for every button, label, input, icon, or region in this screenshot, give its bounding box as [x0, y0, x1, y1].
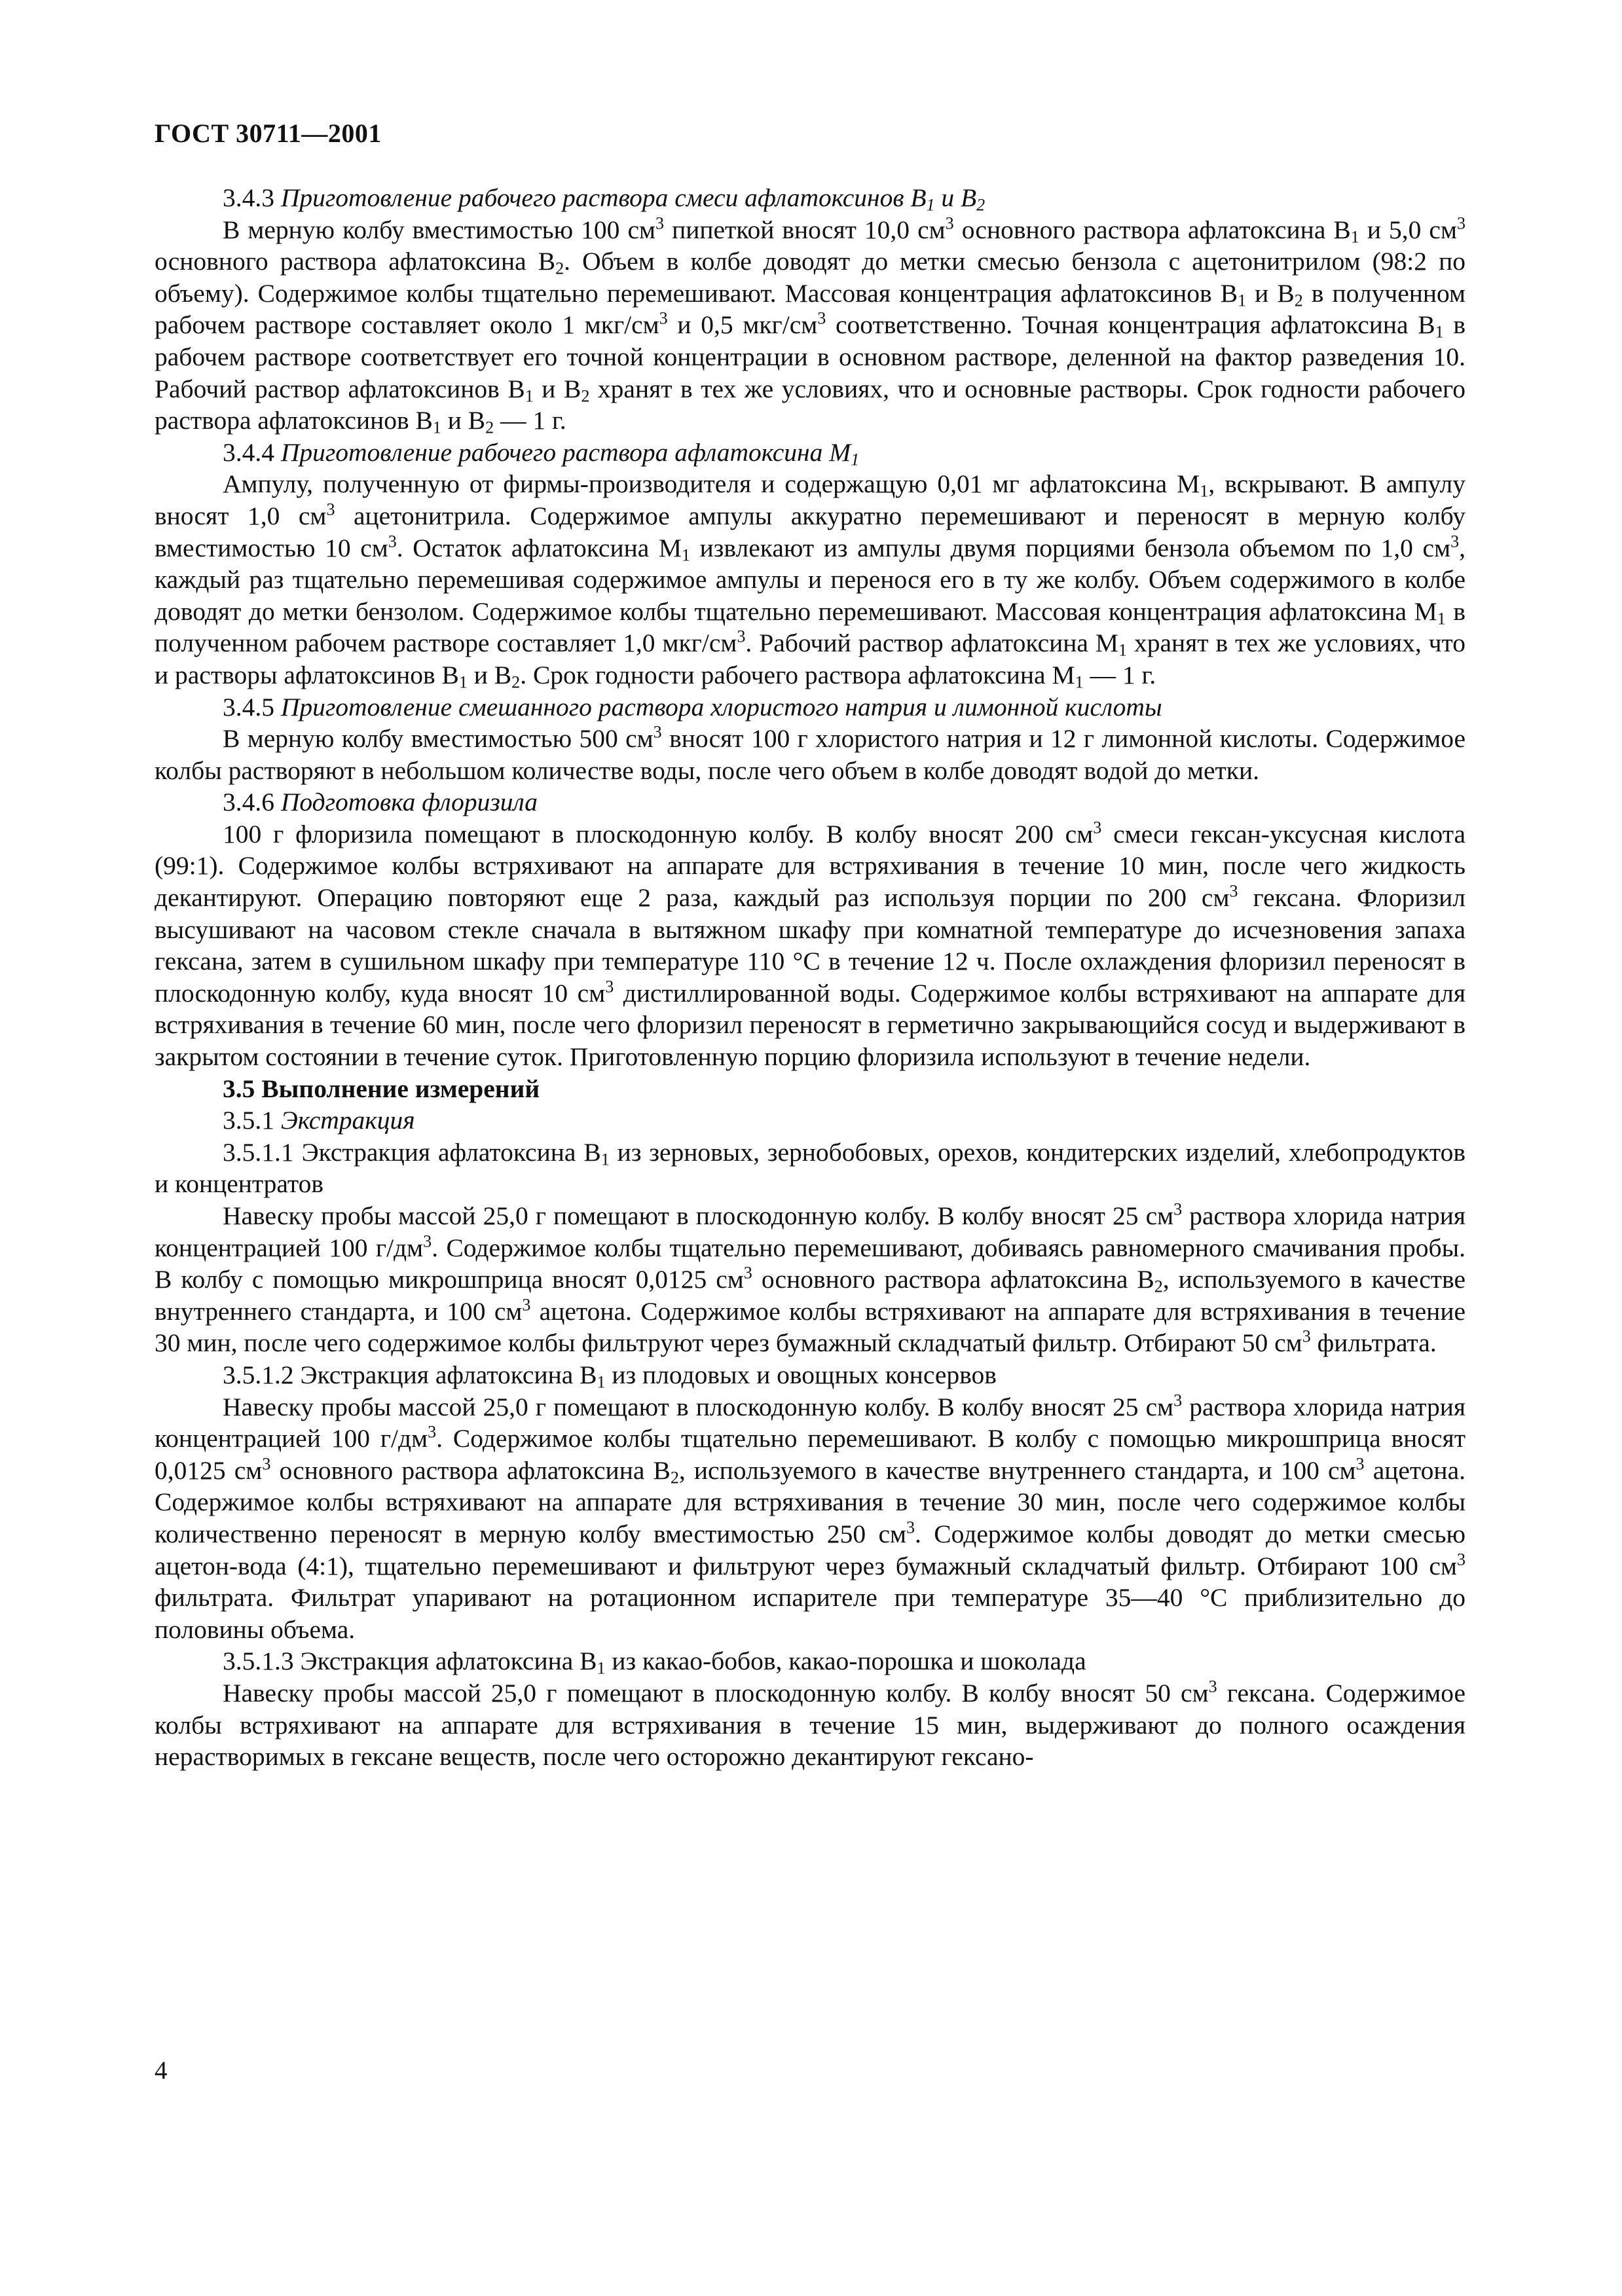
paragraph	[155, 1359, 1465, 1391]
paragraph	[155, 468, 1465, 691]
subscript: 1	[851, 450, 860, 469]
section-number: 3.4.3	[223, 183, 281, 212]
text-run: смеси гексан-уксусная кислота (99:1). Содержимое колбы встряхивают на аппарате для встряхивания в течение 10 мин, после чего жидкость декантируют. Операцию повторяют еще 2 раза, каждый раз используя порции по 200 см	[155, 819, 1465, 913]
text-run: вносят 100 г хлористого натрия и 12 г лимонной кислоты. Содержимое колбы растворяют в небольшом количестве воды, после чего объем в колбе доводят водой до метки.	[155, 724, 1465, 785]
text-run: в полученном рабочем растворе составляет около 1 мкг/см	[155, 278, 1465, 340]
text-run: основного раствора афлатоксина В	[155, 247, 556, 276]
document-body	[155, 182, 1465, 1773]
text-run: 3.5 Выполнение измерений	[223, 1074, 540, 1103]
superscript: 3	[326, 500, 335, 519]
superscript: 3	[743, 1263, 752, 1283]
text-run: раствора хлорида натрия концентрацией 100 г/дм	[155, 1201, 1466, 1262]
text-run: Приготовление рабочего раствора смеси афлатоксинов B	[280, 183, 927, 212]
page-number: 4	[155, 2056, 168, 2085]
superscript: 3	[659, 309, 668, 329]
text-run: 3.5.1.2 Экстракция афлатоксина В	[223, 1360, 597, 1389]
text-run: извлекают из ампулы двумя порциями бензола объемом по 1,0 см	[690, 533, 1451, 562]
superscript: 3	[1229, 881, 1238, 901]
text-run: Навеску пробы массой 25,0 г помещают в плоскодонную колбу. В колбу вносят 25 см	[223, 1201, 1174, 1230]
text-run: 100 г флоризила помещают в плоскодонную колбу. В колбу вносят 200 см	[223, 819, 1094, 848]
subscript: 1	[1437, 609, 1446, 629]
subscript: 2	[1154, 1277, 1163, 1296]
subscript: 1	[682, 545, 691, 565]
text-run: и В	[441, 406, 486, 435]
section-number: 3.5.1	[223, 1106, 281, 1135]
text-run: гексана. Флоризил высушивают на часовом стекле сначала в вытяжном шкафу при комнатной температуре до исчезновения запаха гексана, затем в сушильном шкафу при температуре 110 °С в течение 12 ч. После охлаждения флоризил переносят в плоскодонную колбу, куда вносят 10 см	[155, 883, 1465, 1008]
text-run: Ампулу, полученную от фирмы-производителя и содержащую 0,01 мг афлатоксина М	[223, 469, 1200, 499]
text-run: фильтрата.	[1310, 1328, 1437, 1358]
subscript: 2	[581, 386, 590, 406]
text-run: . Рабочий раствор афлатоксина М	[745, 629, 1119, 658]
subscript: 1	[432, 418, 441, 437]
subscript: 1	[597, 1372, 606, 1392]
text-run: . Остаток афлатоксина М	[396, 533, 682, 562]
text-run: , вскрывают. В ампулу вносят 1,0 см	[155, 469, 1465, 530]
subscript: 2	[511, 672, 521, 692]
section-subheading	[155, 182, 1465, 214]
text-run: и 5,0 см	[1359, 215, 1457, 244]
superscript: 3	[737, 627, 746, 646]
superscript: 3	[605, 977, 614, 996]
subscript: 1	[458, 672, 468, 692]
text-run: Навеску пробы массой 25,0 г помещают в плоскодонную колбу. В колбу вносят 50 см	[223, 1678, 1209, 1707]
superscript: 3	[1093, 818, 1102, 837]
section-number: 3.4.4	[223, 437, 281, 467]
text-run: основного раствора афлатоксина В	[752, 1265, 1154, 1294]
text-run: раствора хлорида натрия концентрацией 100 г/дм	[155, 1392, 1466, 1453]
section-number: 3.4.6	[223, 788, 281, 817]
subscript: 1	[597, 1658, 606, 1678]
superscript: 3	[1208, 1677, 1217, 1696]
superscript: 3	[1173, 1391, 1183, 1410]
text-run: хранят в тех же условиях, что и основные растворы. Срок годности рабочего раствора афлатоксинов В	[155, 374, 1465, 435]
paragraph	[155, 1200, 1465, 1359]
subscript: 1	[1435, 322, 1444, 342]
text-run: ацетона. Содержимое колбы встряхивают на аппарате для встряхивания в течение 30 мин, после чего содержимое колбы количественно переносят в мерную колбу вместимостью 250 см	[155, 1455, 1465, 1548]
text-run: . Содержимое колбы тщательно перемешивают. В колбу с помощью микрошприца вносят 0,0125 см	[155, 1424, 1465, 1485]
text-run: основного раствора афлатоксина В	[953, 215, 1351, 244]
text-run: ацетонитрила. Содержимое ампулы аккуратно перемешивают и переносят в мерную колбу вместимостью 10 см	[155, 501, 1466, 562]
subscript: 2	[670, 1468, 679, 1487]
text-run: Экстракция	[280, 1106, 415, 1135]
text-run: , каждый раз тщательно перемешивая содержимое ампулы и перенося его в ту же колбу. Объем содержимого в колбе доводят до метки бензолом. Содержимое колбы тщательно перемешивают. Массовая концентрация афлатоксина М	[155, 533, 1465, 626]
section-number: 3.4.5	[223, 692, 281, 721]
text-run: из какао-бобов, какао-порошка и шоколада	[605, 1647, 1086, 1676]
text-run: , используемого в качестве внутреннего стандарта, и 100 см	[678, 1455, 1356, 1485]
text-run: — 1 г.	[494, 406, 566, 435]
superscript: 3	[428, 1422, 437, 1442]
section-subheading	[155, 1104, 1465, 1137]
text-run: 3.5.1.1 Экстракция афлатоксина В	[223, 1137, 601, 1167]
text-run: Приготовление рабочего раствора афлатоксина M	[280, 437, 851, 467]
text-run: основного раствора афлатоксина В	[270, 1455, 671, 1485]
superscript: 3	[906, 1518, 915, 1537]
superscript: 3	[1456, 213, 1465, 233]
paragraph	[155, 214, 1465, 437]
subscript: 1	[600, 1150, 610, 1169]
text-run: Подготовка флоризила	[280, 788, 538, 817]
paragraph	[155, 1137, 1465, 1200]
text-run: В мерную колбу вместимостью 100 см	[223, 215, 655, 244]
text-run: гексана. Содержимое колбы встряхивают на аппарате для встряхивания в течение 15 мин, выдерживают до полного осаждения нерастворимых в гексане веществ, после чего осторожно декантируют гексано-	[155, 1678, 1465, 1772]
subscript: 2	[1294, 291, 1303, 310]
text-run: из плодовых и овощных консервов	[605, 1360, 997, 1389]
superscript: 3	[945, 213, 954, 233]
superscript: 3	[388, 532, 397, 551]
text-run: , используемого в качестве внутреннего стандарта, и 100 см	[155, 1265, 1465, 1326]
standard-header: ГОСТ 30711—2001	[155, 118, 382, 148]
text-run: . Срок годности рабочего раствора афлатоксина М	[520, 660, 1075, 689]
text-run: Навеску пробы массой 25,0 г помещают в плоскодонную колбу. В колбу вносят 25 см	[223, 1392, 1174, 1421]
superscript: 3	[1173, 1199, 1183, 1219]
section-subheading	[155, 691, 1465, 723]
superscript: 3	[655, 213, 665, 233]
superscript: 3	[1355, 1454, 1365, 1474]
section-subheading	[155, 437, 1465, 469]
section-heading	[155, 1073, 1465, 1105]
text-run: . Содержимое колбы тщательно перемешивают, добиваясь равномерного смачивания пробы. В колбу с помощью микрошприца вносят 0,0125 см	[155, 1233, 1465, 1294]
subscript: 1	[1118, 640, 1128, 660]
superscript: 3	[1456, 1550, 1465, 1569]
text-run: в рабочем растворе соответствует его точной концентрации в основном растворе, деленной на фактор разведения 10. Рабочий раствор афлатоксинов В	[155, 310, 1465, 403]
superscript: 3	[653, 722, 662, 742]
subscript: 1	[525, 386, 534, 406]
superscript: 3	[423, 1231, 432, 1251]
subscript: 2	[555, 259, 564, 278]
text-run: и В	[533, 374, 581, 403]
text-run: из зерновых, зернобобовых, орехов, кондитерских изделий, хлебопродуктов и концентратов	[155, 1137, 1465, 1199]
superscript: 3	[1302, 1327, 1311, 1347]
text-run: ацетона. Содержимое колбы встряхивают на аппарате для встряхивания в течение 30 мин, после чего содержимое колбы фильтруют через бумажный складчатый фильтр. Отбирают 50 см	[155, 1296, 1465, 1358]
text-run: . Содержимое колбы доводят до метки смесью ацетон-вода (4:1), тщательно перемешивают и фильтруют через бумажный складчатый фильтр. Отбирают 100 см	[155, 1519, 1465, 1580]
text-run: и В	[467, 660, 512, 689]
text-run: дистиллированной воды. Содержимое колбы встряхивают на аппарате для встряхивания в течение 60 мин, после чего флоризил переносят в герметично закрывающийся сосуд и выдерживают в закрытом состоянии в течение суток. Приготовленную порцию флоризила используют в течение недели.	[155, 978, 1465, 1072]
subscript: 1	[926, 195, 935, 215]
subscript: 2	[485, 418, 494, 437]
text-run: и В	[1246, 278, 1295, 308]
subscript: 2	[976, 195, 986, 215]
superscript: 3	[817, 309, 826, 329]
text-run: хранят в тех же условиях, что и растворы афлатоксинов В	[155, 629, 1466, 689]
superscript: 3	[522, 1295, 531, 1315]
subscript: 1	[1075, 672, 1084, 692]
superscript: 3	[262, 1454, 271, 1474]
paragraph	[155, 1645, 1465, 1677]
text-run: и 0,5 мкг/см	[667, 310, 818, 340]
superscript: 3	[1450, 532, 1460, 551]
paragraph	[155, 1677, 1465, 1773]
subscript: 1	[1200, 481, 1209, 501]
text-run: Приготовление смешанного раствора хлористого натрия и лимонной кислоты	[280, 692, 1162, 721]
text-run: фильтрата. Фильтрат упаривают на ротационном испарителе при температуре 35—40 °С приблизительно до половины объема.	[155, 1583, 1465, 1644]
subscript: 1	[1350, 227, 1359, 247]
text-run: 3.5.1.3 Экстракция афлатоксина В	[223, 1647, 597, 1676]
text-run: . Объем в колбе доводят до метки смесью бензола с ацетонитрилом (98:2 по объему). Содержимое колбы тщательно перемешивают. Массовая концентрация афлатоксинов В	[155, 247, 1465, 308]
text-run: и B	[934, 183, 977, 212]
paragraph	[155, 723, 1465, 786]
text-run: — 1 г.	[1083, 660, 1156, 689]
subscript: 1	[1238, 291, 1247, 310]
text-run: в полученном рабочем растворе составляет 1,0 мкг/см	[155, 596, 1465, 658]
section-subheading	[155, 786, 1465, 818]
text-run: пипеткой вносят 10,0 см	[664, 215, 946, 244]
text-run: соответственно. Точная концентрация афлатоксина В	[826, 310, 1435, 340]
paragraph	[155, 1391, 1465, 1646]
paragraph	[155, 818, 1465, 1073]
text-run: В мерную колбу вместимостью 500 см	[223, 724, 654, 754]
